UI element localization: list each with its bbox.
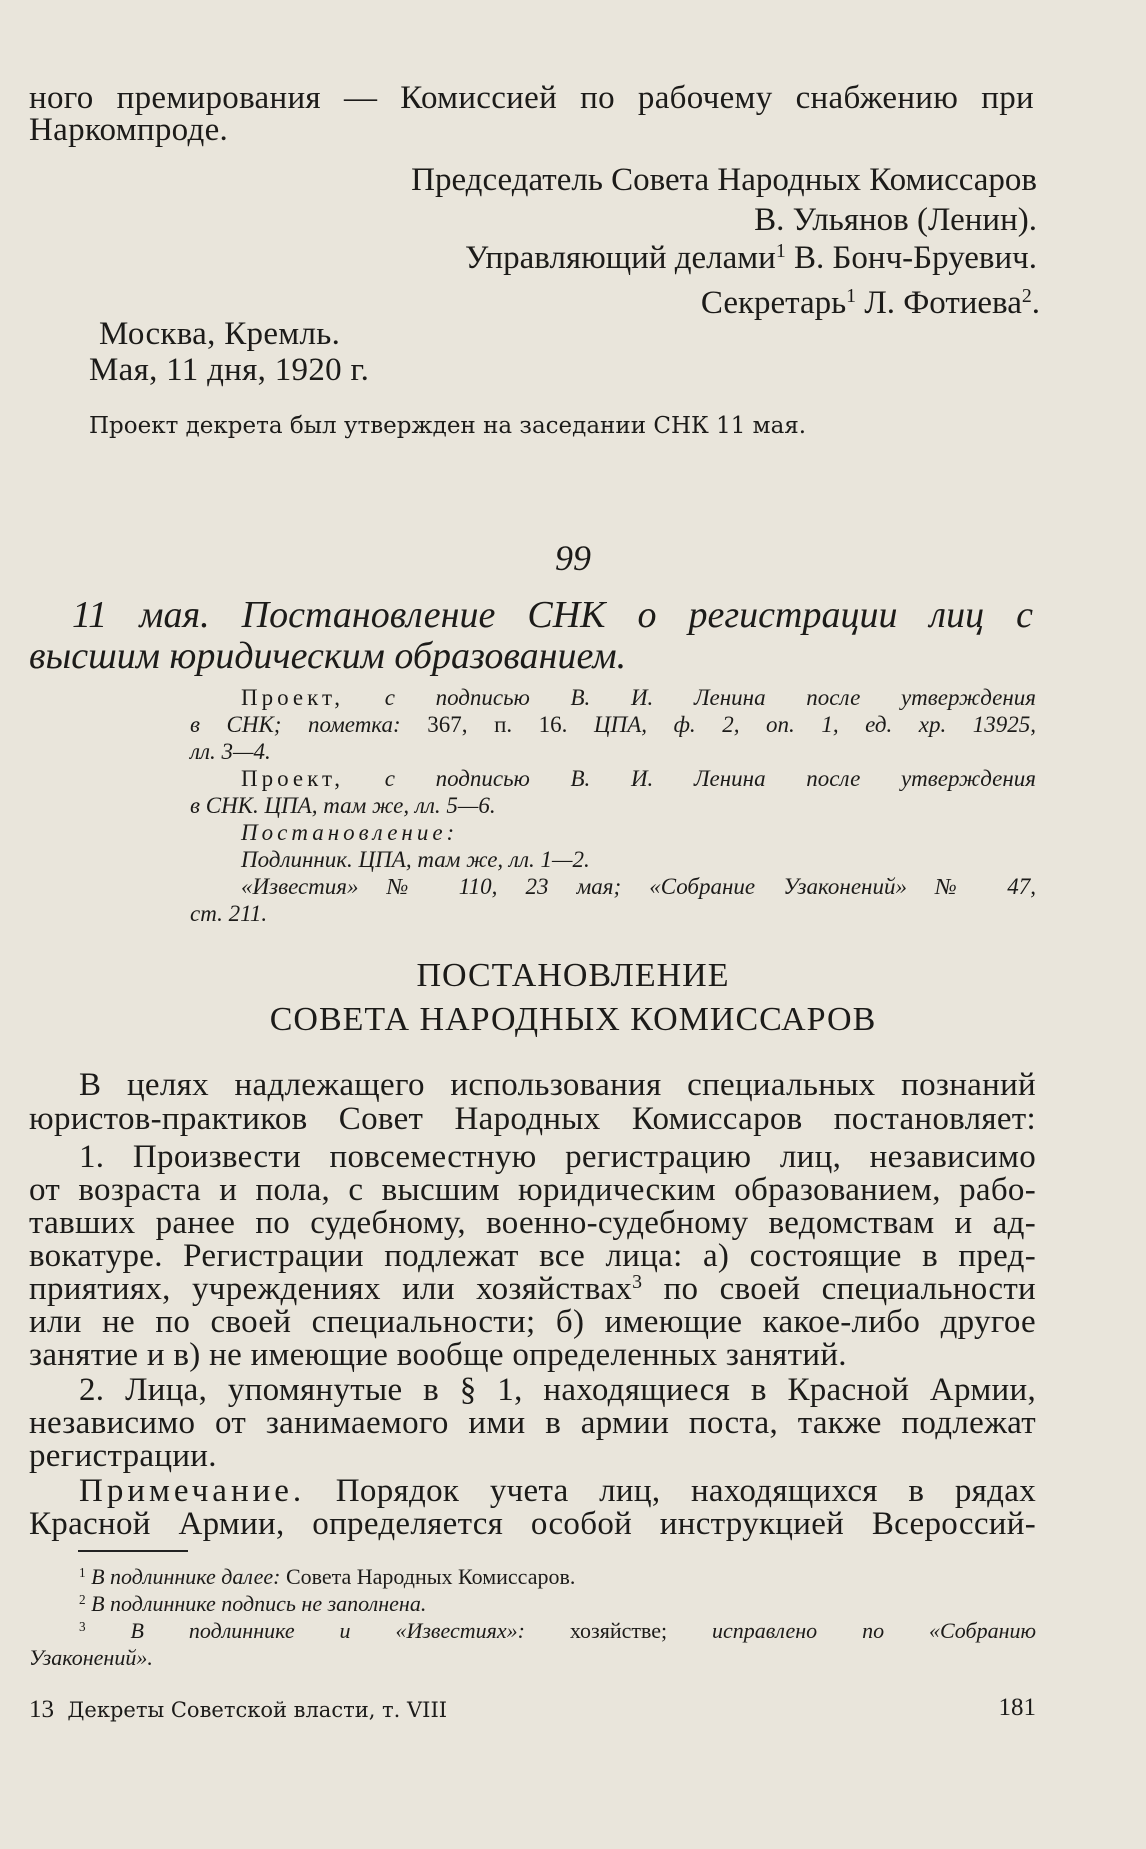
approval-note: Проект декрета был утвержден на заседании СНК 11 мая. xyxy=(89,413,807,439)
source-line-8: «Известия» № 110, 23 мая; «Собрание Узаконений» № 47, xyxy=(241,874,1036,899)
body-line-12: регистрации. xyxy=(29,1438,217,1474)
source-line-7: Подлинник. ЦПА, там же, лл. 1—2. xyxy=(241,847,590,872)
continuation-line-2: Наркомпроде. xyxy=(29,112,229,148)
body-line-13: Примечание. Порядок учета лиц, находящихся в рядах xyxy=(79,1473,1036,1509)
footnote-3-continuation: Узаконений». xyxy=(29,1645,153,1670)
footnote-ref-3: 3 xyxy=(632,1271,643,1294)
footnote-3: $^3$ В подлиннике и «Известиях»: хозяйстве; исправлено по «Собранию xyxy=(79,1618,1037,1643)
body-line-09: занятие и в) не имеющие вообще определенных занятий. xyxy=(29,1337,847,1373)
footnote-1: $^1$ В подлиннике далее: Совета Народных Комиссаров. xyxy=(79,1564,576,1589)
source-line-1: Проект, с подписью В. И. Ленина после утверждения xyxy=(241,685,1036,710)
body-line-11: независимо от занимаемого ими в армии поста, также подлежат xyxy=(29,1405,1036,1441)
footer-book-title: Декреты Советской власти, т. VIII xyxy=(67,1698,448,1722)
document-number: 99 xyxy=(555,538,591,578)
signature-manager: Управляющий делами$^1$ В. Бонч-Бруевич. xyxy=(465,240,1037,276)
page-number: 181 xyxy=(998,1694,1036,1721)
body-line-08: или не по своей специальности; б) имеющие какое-либо другое xyxy=(29,1304,1036,1340)
document-title-line-1: 11 мая. Постановление СНК о регистрации лиц с xyxy=(72,594,1033,636)
body-line-01: В целях надлежащего использования специальных познаний xyxy=(79,1067,1036,1103)
source-line-3: лл. 3—4. xyxy=(190,739,271,764)
continuation-line-1: ного премирования — Комиссией по рабочему снабжению при xyxy=(29,80,1034,116)
footnote-divider xyxy=(78,1550,188,1552)
footnote-2: $^2$ В подлиннике подпись не заполнена. xyxy=(79,1591,427,1616)
source-line-2: в СНК; пометка: 367, п. 16. ЦПА, ф. 2, оп. 1, ед. хр. 13925, xyxy=(190,712,1037,737)
source-line-5: в СНК. ЦПА, там же, лл. 5—6. xyxy=(190,793,496,818)
heading-line-2: СОВЕТА НАРОДНЫХ КОМИССАРОВ xyxy=(269,1001,877,1038)
date-line: Мая, 11 дня, 1920 г. xyxy=(89,352,370,388)
body-line-06: вокатуре. Регистрации подлежат все лица: а) состоящие в пред- xyxy=(29,1238,1036,1274)
footer-signature-mark: 13 Декреты Советской власти, т. VIII xyxy=(29,1696,448,1723)
body-line-10: 2. Лица, упомянутые в § 1, находящиеся в Красной Армии, xyxy=(79,1372,1036,1408)
body-line-03: 1. Произвести повсеместную регистрацию лиц, независимо xyxy=(79,1139,1036,1175)
source-line-4: Проект, с подписью В. И. Ленина после утверждения xyxy=(241,766,1036,791)
body-line-14: Красной Армии, определяется особой инструкцией Всероссий- xyxy=(29,1506,1036,1542)
heading-line-1: ПОСТАНОВЛЕНИЕ xyxy=(416,957,730,994)
signature-secretary: Секретарь$^1$ Л. Фотиева$^2$. xyxy=(700,285,1040,321)
source-line-9: ст. 211. xyxy=(190,901,268,926)
signature-chairman-title: Председатель Совета Народных Комиссаров xyxy=(411,162,1037,198)
body-line-07: приятиях, учреждениях или хозяйствах$^3$ по своей специальности xyxy=(29,1271,1037,1307)
body-line-04: от возраста и пола, с высшим юридическим образованием, рабо- xyxy=(29,1172,1036,1208)
body-line-02: юристов-практиков Совет Народных Комиссаров постановляет: xyxy=(29,1101,1036,1137)
place-line: Москва, Кремль. xyxy=(99,316,341,352)
source-line-6: Постановление: xyxy=(241,820,459,845)
body-line-05: тавших ранее по судебному, военно-судебному ведомствам и ад- xyxy=(29,1205,1036,1241)
document-title-line-2: высшим юридическим образованием. xyxy=(29,635,627,677)
signature-chairman-name: В. Ульянов (Ленин). xyxy=(754,202,1037,238)
